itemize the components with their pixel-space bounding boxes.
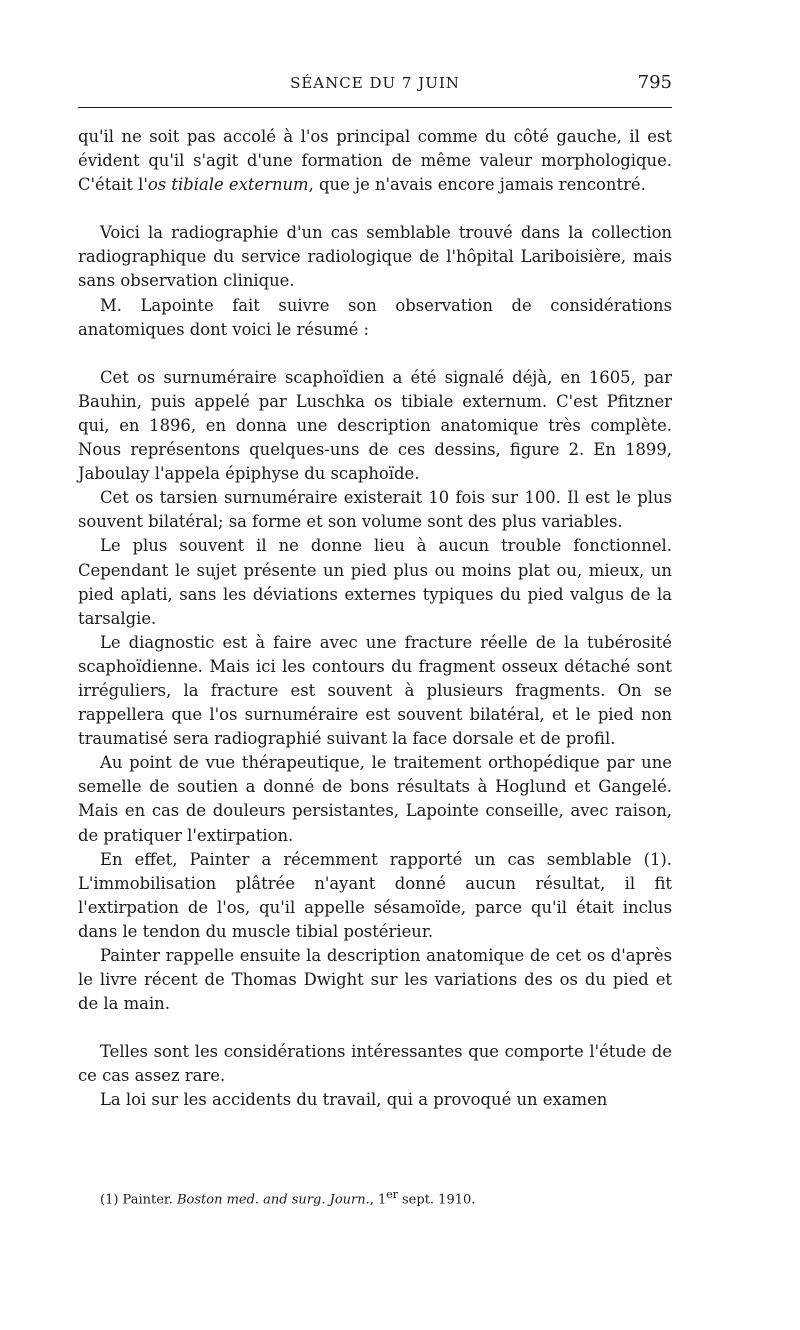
footnote-source: Boston med. and surg. Journ. [176,1192,370,1208]
body-text [78,125,672,1113]
page-header [78,72,672,98]
paragraph: Au point de vue thérapeutique, le traitement orthopédique par une semelle de soutien a donné de bons résultats à Hoglund et Gangelé. Mais en cas de douleurs persistantes, Lapointe conseille, avec raison, de pratiquer l'extirpation. [78,753,672,845]
paragraph: Voici la radiographie d'un cas semblable trouvé dans la collection radiographique du service radiologique de l'hôpital Lariboisière, mais sans observation clinique. [78,223,672,291]
paragraph: Telles sont les considérations intéressantes que comporte l'étude de ce cas assez rare. [78,1042,672,1086]
running-title: SÉANCE DU 7 JUIN [290,74,460,92]
paragraph: En effet, Painter a récemment rapporté un cas semblable (1). L'immobilisation plâtrée n'ayant donné aucun résultat, il fit l'extirpation de l'os, qu'il appelle sésamoïde, parce qu'il était inclus dans le tendon du muscle tibial postérieur. [78,849,672,941]
paragraph: Le diagnostic est à faire avec une fracture réelle de la tubérosité scaphoïdienne. Mais ici les contours du fragment osseux détaché sont irréguliers, la fracture est souvent à plusieurs fragments. On se rappellera que l'os surnuméraire est souvent bilatéral, et le pied non traumatisé sera radiographié suivant la face dorsale et de profil. [78,632,672,749]
paragraph: qu'il ne soit pas accolé à l'os principal comme du côté gauche, il est évident qu'il s'agit d'une formation de même valeur morphologique. C'était l'os tibiale externum, que je n'avais encore jamais rencontré. [78,127,672,195]
italic-term: os tibiale externum [147,175,309,195]
footnote: (1) Painter. Boston med. and surg. Journ., 1er sept. 1910. [100,1188,476,1208]
header-rule [78,107,672,108]
paragraph: Painter rappelle ensuite la description anatomique de cet os d'après le livre récent de Thomas Dwight sur les variations des os du pied et de la main. [78,946,672,1014]
paragraph: La loi sur les accidents du travail, qui a provoqué un examen [100,1090,608,1110]
page-number: 795 [637,72,672,93]
paragraph: M. Lapointe fait suivre son observation de considérations anatomiques dont voici le résumé : [78,295,672,339]
paragraph: Le plus souvent il ne donne lieu à aucun trouble fonctionnel. Cependant le sujet présente un pied plus ou moins plat ou, mieux, un pied aplati, sans les déviations externes typiques du pied valgus de la tarsalgie. [78,536,672,628]
footnote-marker: (1) Painter. [100,1192,173,1208]
paragraph: Cet os surnuméraire scaphoïdien a été signalé déjà, en 1605, par Bauhin, puis appelé par Luschka os tibiale externum. C'est Pfitzner qui, en 1896, en donna une description anatomique très complète. Nous représentons quelques-uns de ces dessins, figure 2. En 1899, Jaboulay l'appela épiphyse du scaphoïde. [78,367,672,484]
paragraph: Cet os tarsien surnuméraire existerait 10 fois sur 100. Il est le plus souvent bilatéral; sa forme et son volume sont des plus variables. [78,488,672,532]
